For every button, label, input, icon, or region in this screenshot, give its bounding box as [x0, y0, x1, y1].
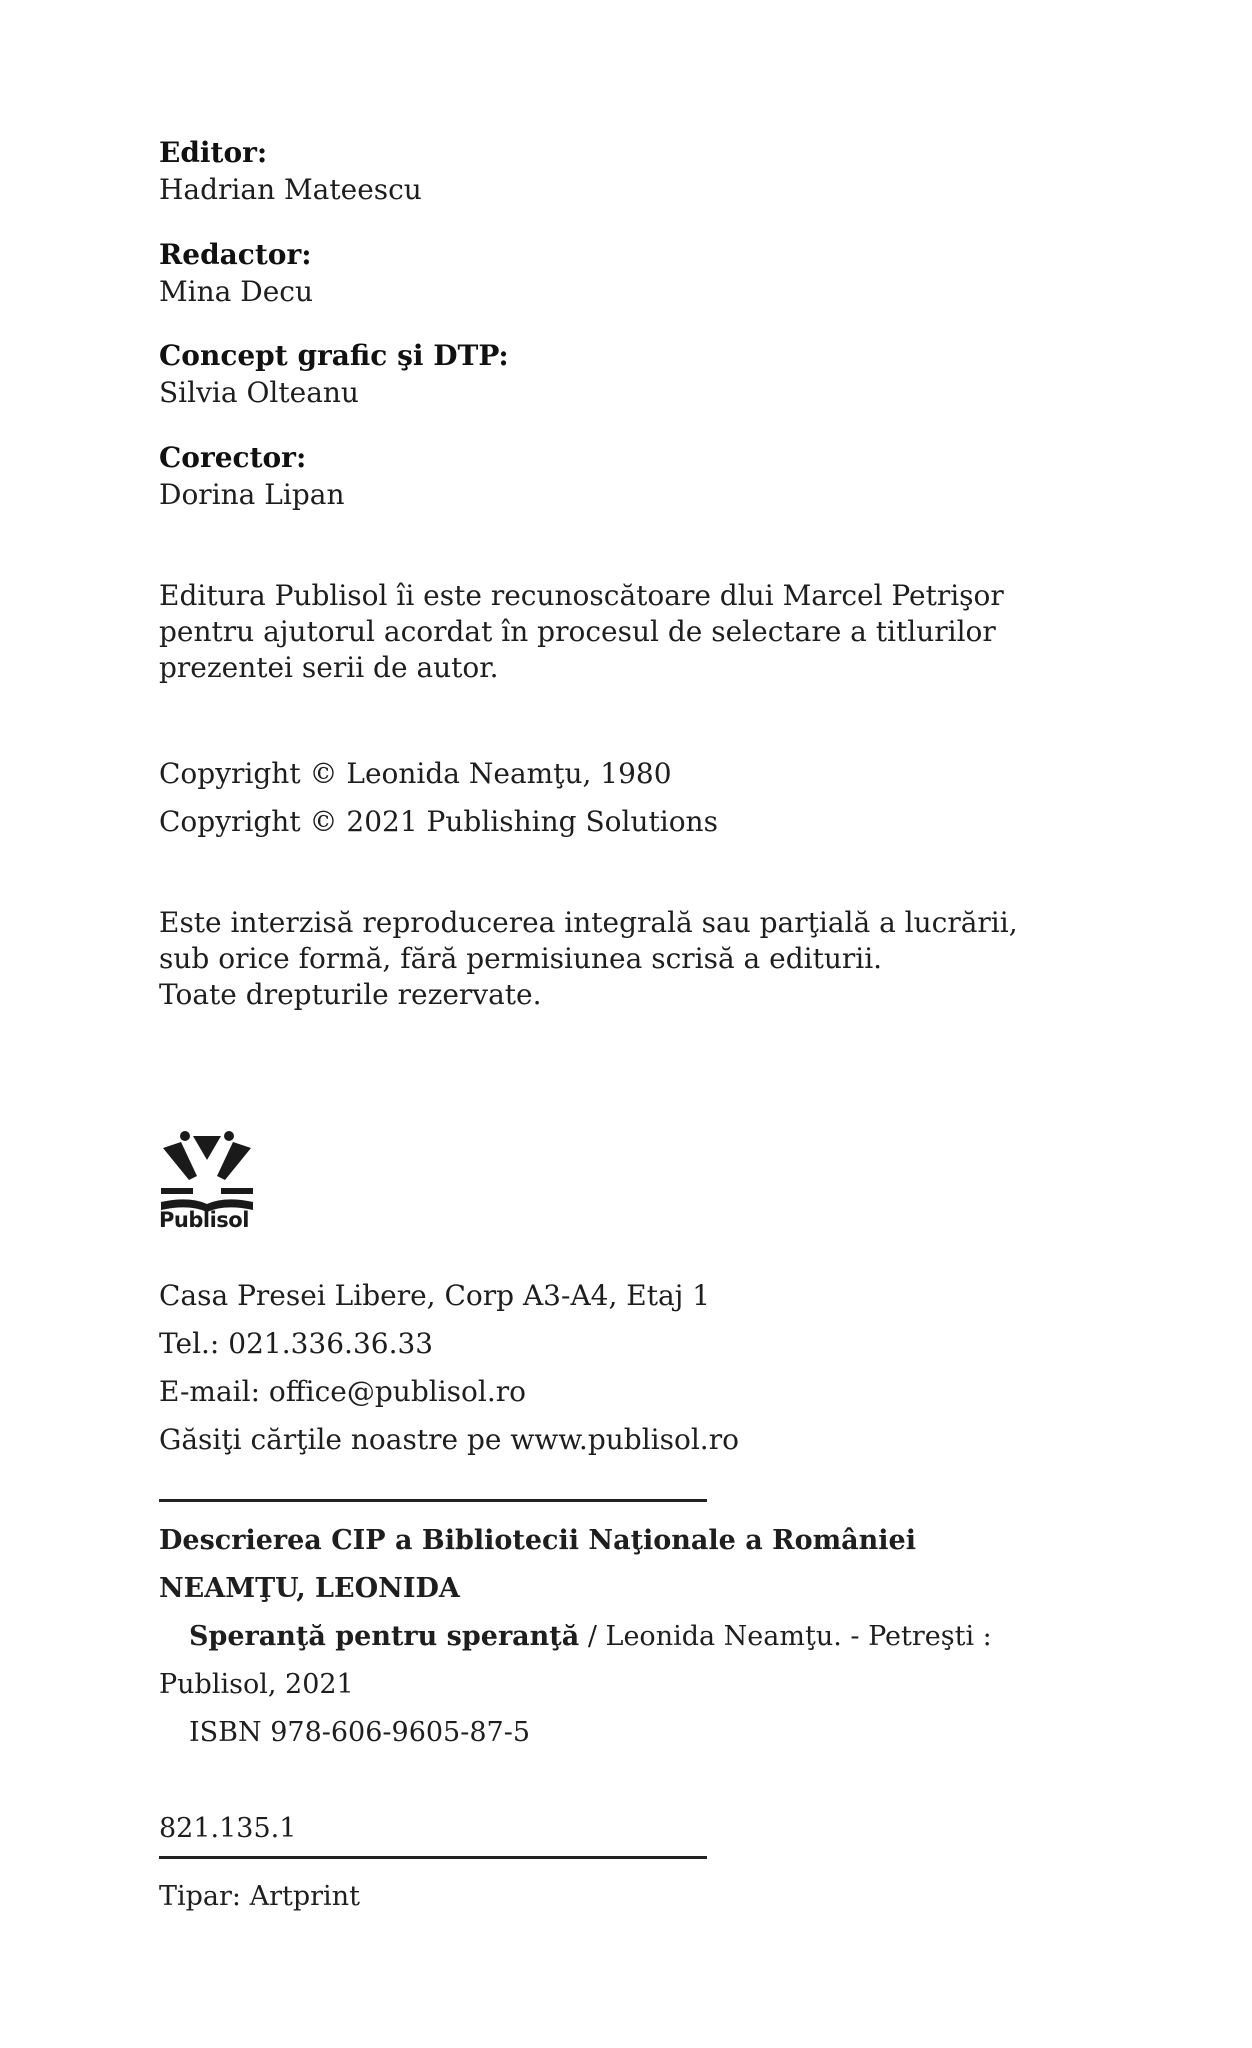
copyright-line: Copyright © Leonida Neamţu, 1980 — [159, 757, 672, 790]
publisher-contact — [159, 1272, 739, 1464]
copyright-line: Copyright © 2021 Publishing Solutions — [159, 805, 718, 838]
cip-description — [159, 1517, 992, 1757]
credit-label: Redactor: — [159, 238, 312, 271]
credit-name: Hadrian Mateescu — [159, 173, 422, 206]
acknowledgement-line: pentru ajutorul acordat în procesul de selectare a titlurilor — [159, 615, 996, 648]
credit-name: Silvia Olteanu — [159, 376, 359, 409]
cip-title: Speranţă pentru speranţă — [189, 1621, 580, 1652]
printer-info: Tipar: Artprint — [159, 1881, 360, 1912]
rights-paragraph — [159, 905, 1018, 1013]
credit-label: Concept grafic şi DTP: — [159, 339, 509, 372]
credit-name: Dorina Lipan — [159, 478, 345, 511]
credit-label: Editor: — [159, 136, 268, 169]
acknowledgement-paragraph — [159, 578, 1004, 686]
publisher-email: E-mail: office@publisol.ro — [159, 1375, 526, 1408]
credit-design — [159, 337, 509, 411]
acknowledgement-line: Editura Publisol îi este recunoscătoare dlui Marcel Petrişor — [159, 579, 1004, 612]
copyright-block — [159, 750, 718, 846]
cip-classification: 821.135.1 — [159, 1813, 297, 1844]
credit-label: Corector: — [159, 441, 307, 474]
publisher-website: Găsiţi cărţile noastre pe www.publisol.ro — [159, 1423, 739, 1456]
publisher-address: Casa Presei Libere, Corp A3-A4, Etaj 1 — [159, 1279, 711, 1312]
cip-responsibility: / Leonida Neamţu. - Petreşti : — [579, 1621, 992, 1652]
divider-line — [159, 1499, 707, 1502]
cip-heading: Descrierea CIP a Bibliotecii Naţionale a României — [159, 1525, 916, 1556]
cip-isbn: ISBN 978-606-9605-87-5 — [189, 1717, 531, 1748]
divider-line — [159, 1856, 707, 1859]
cip-title-line — [159, 1613, 992, 1661]
credit-corrector — [159, 439, 344, 513]
rights-line: Este interzisă reproducerea integrală sau parţială a lucrării, — [159, 906, 1018, 939]
cip-imprint: Publisol, 2021 — [159, 1669, 354, 1700]
credit-redactor — [159, 236, 313, 310]
credit-name: Mina Decu — [159, 275, 313, 308]
acknowledgement-line: prezentei serii de autor. — [159, 651, 499, 684]
publisher-phone: Tel.: 021.336.36.33 — [159, 1327, 434, 1360]
publisher-logo-text: Publisol — [159, 1208, 249, 1232]
rights-line: sub orice formă, fără permisiunea scrisă a editurii. — [159, 942, 883, 975]
credit-editor — [159, 134, 422, 208]
rights-line: Toate drepturile rezervate. — [159, 978, 542, 1011]
cip-author: NEAMŢU, LEONIDA — [159, 1573, 460, 1604]
